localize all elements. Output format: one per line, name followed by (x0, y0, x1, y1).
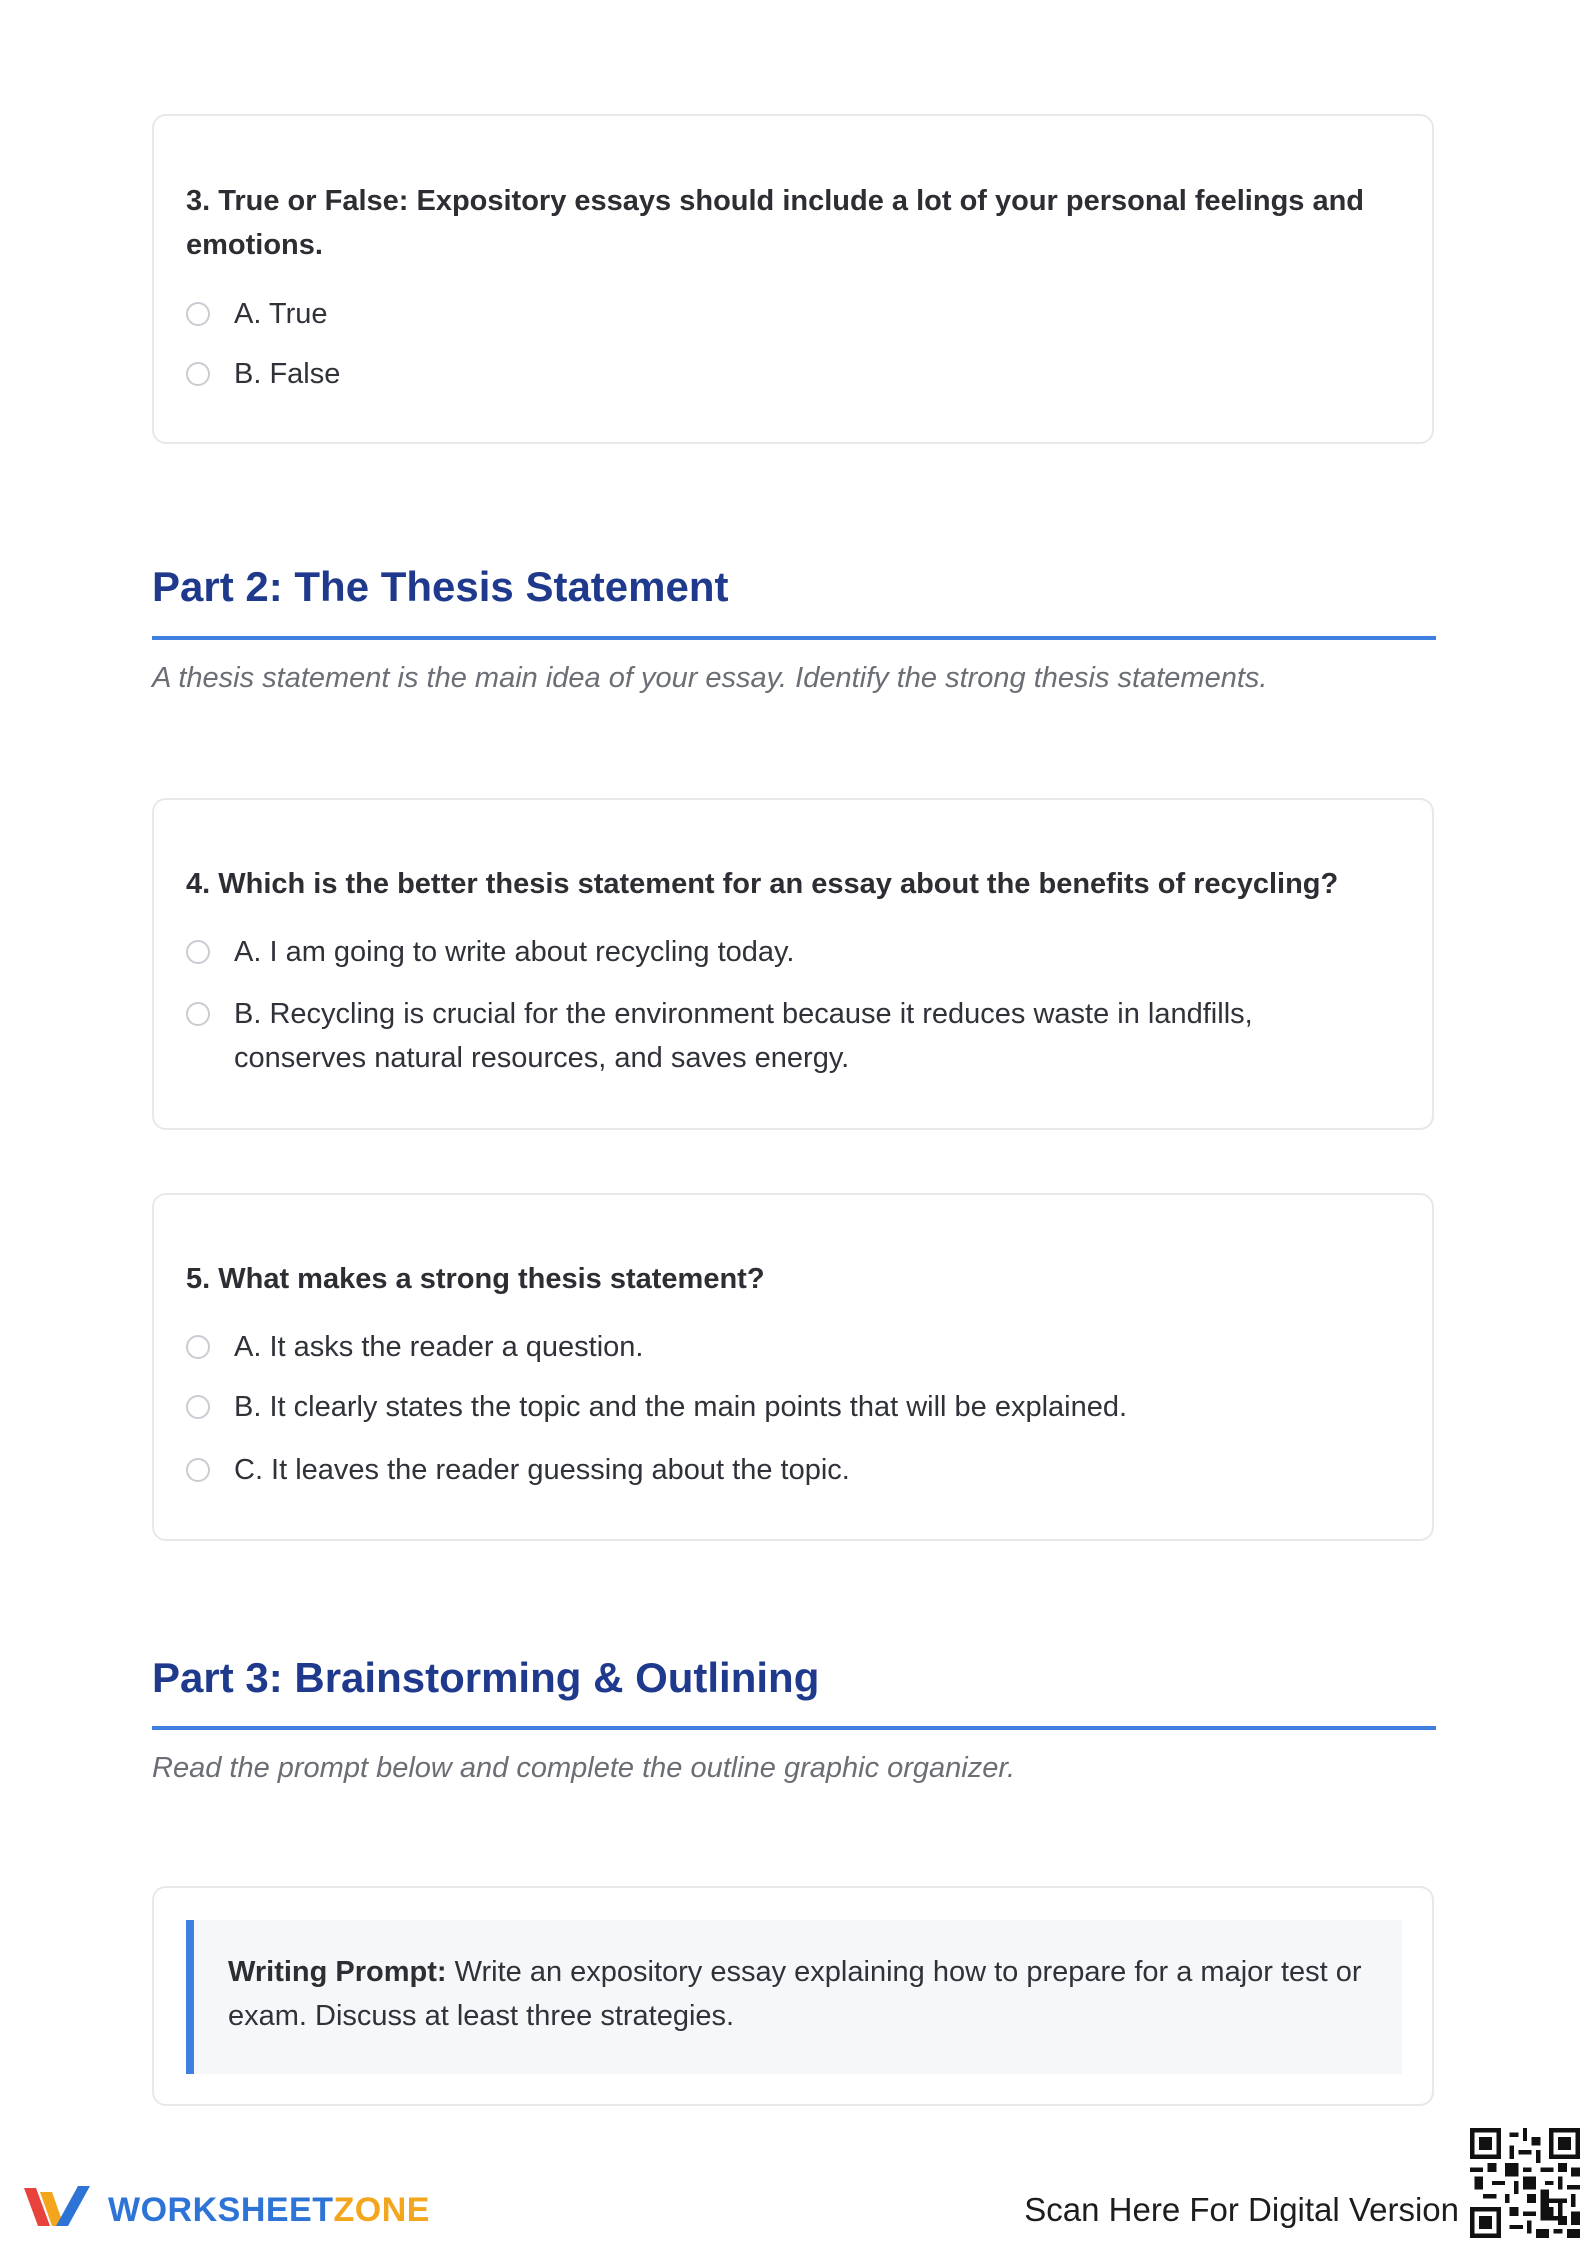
answer-option[interactable] (186, 930, 1392, 974)
scan-text: Scan Here For Digital Version (1024, 2191, 1459, 2228)
section-divider (152, 636, 1436, 640)
option-label: B. It clearly states the topic and the main points that will be explained. (234, 1391, 1128, 1423)
question-card-3 (152, 114, 1434, 444)
radio-button[interactable] (186, 1458, 210, 1482)
radio-button[interactable] (186, 1395, 210, 1419)
question-text: 4. Which is the better thesis statement for an essay about the benefits of recycling? (186, 868, 1339, 900)
answer-option[interactable] (186, 1325, 1392, 1369)
writing-prompt-card (152, 1886, 1434, 2106)
section-title: Part 2: The Thesis Statement (152, 563, 729, 610)
section-instructions: Read the prompt below and complete the outline graphic organizer. (152, 1752, 1016, 1784)
worksheetzone-logo-icon (22, 2180, 92, 2234)
option-label: C. It leaves the reader guessing about the topic. (234, 1454, 850, 1486)
section-title: Part 3: Brainstorming & Outlining (152, 1654, 820, 1701)
qr-code-icon[interactable] (1470, 2128, 1580, 2238)
option-label: B. Recycling is crucial for the environment because it reduces waste in landfills, conserves natural resources, and saves energy. (234, 998, 1253, 1074)
radio-button[interactable] (186, 940, 210, 964)
question-text: 5. What makes a strong thesis statement? (186, 1263, 765, 1295)
answer-option[interactable] (186, 292, 1392, 336)
brand-name-part1: WORKSHEET (108, 2191, 334, 2229)
answer-option[interactable] (186, 352, 1392, 396)
writing-prompt-text: Write an expository essay explaining how to prepare for a major test or exam. Discuss at least three strategies. (228, 1956, 1362, 2032)
writing-prompt (186, 1920, 1402, 2074)
radio-button[interactable] (186, 1002, 210, 1026)
radio-button[interactable] (186, 302, 210, 326)
brand-name (108, 2190, 430, 2230)
brand-logo[interactable] (22, 2178, 442, 2238)
option-label: A. It asks the reader a question. (234, 1331, 644, 1363)
brand-name-part2: ZONE (333, 2191, 430, 2229)
question-card-4 (152, 798, 1434, 1130)
section-instructions: A thesis statement is the main idea of your essay. Identify the strong thesis statements. (152, 662, 1268, 694)
answer-option[interactable] (186, 992, 1392, 1080)
question-text: 3. True or False: Expository essays should include a lot of your personal feelings and emotions. (186, 185, 1365, 261)
question-card-5 (152, 1193, 1434, 1541)
answer-option[interactable] (186, 1448, 1392, 1492)
radio-button[interactable] (186, 1335, 210, 1359)
option-label: A. True (234, 298, 328, 330)
answer-option[interactable] (186, 1385, 1392, 1429)
section-divider (152, 1726, 1436, 1730)
option-label: B. False (234, 358, 341, 390)
option-label: A. I am going to write about recycling today. (234, 936, 795, 968)
radio-button[interactable] (186, 362, 210, 386)
writing-prompt-label: Writing Prompt: (228, 1956, 447, 1988)
